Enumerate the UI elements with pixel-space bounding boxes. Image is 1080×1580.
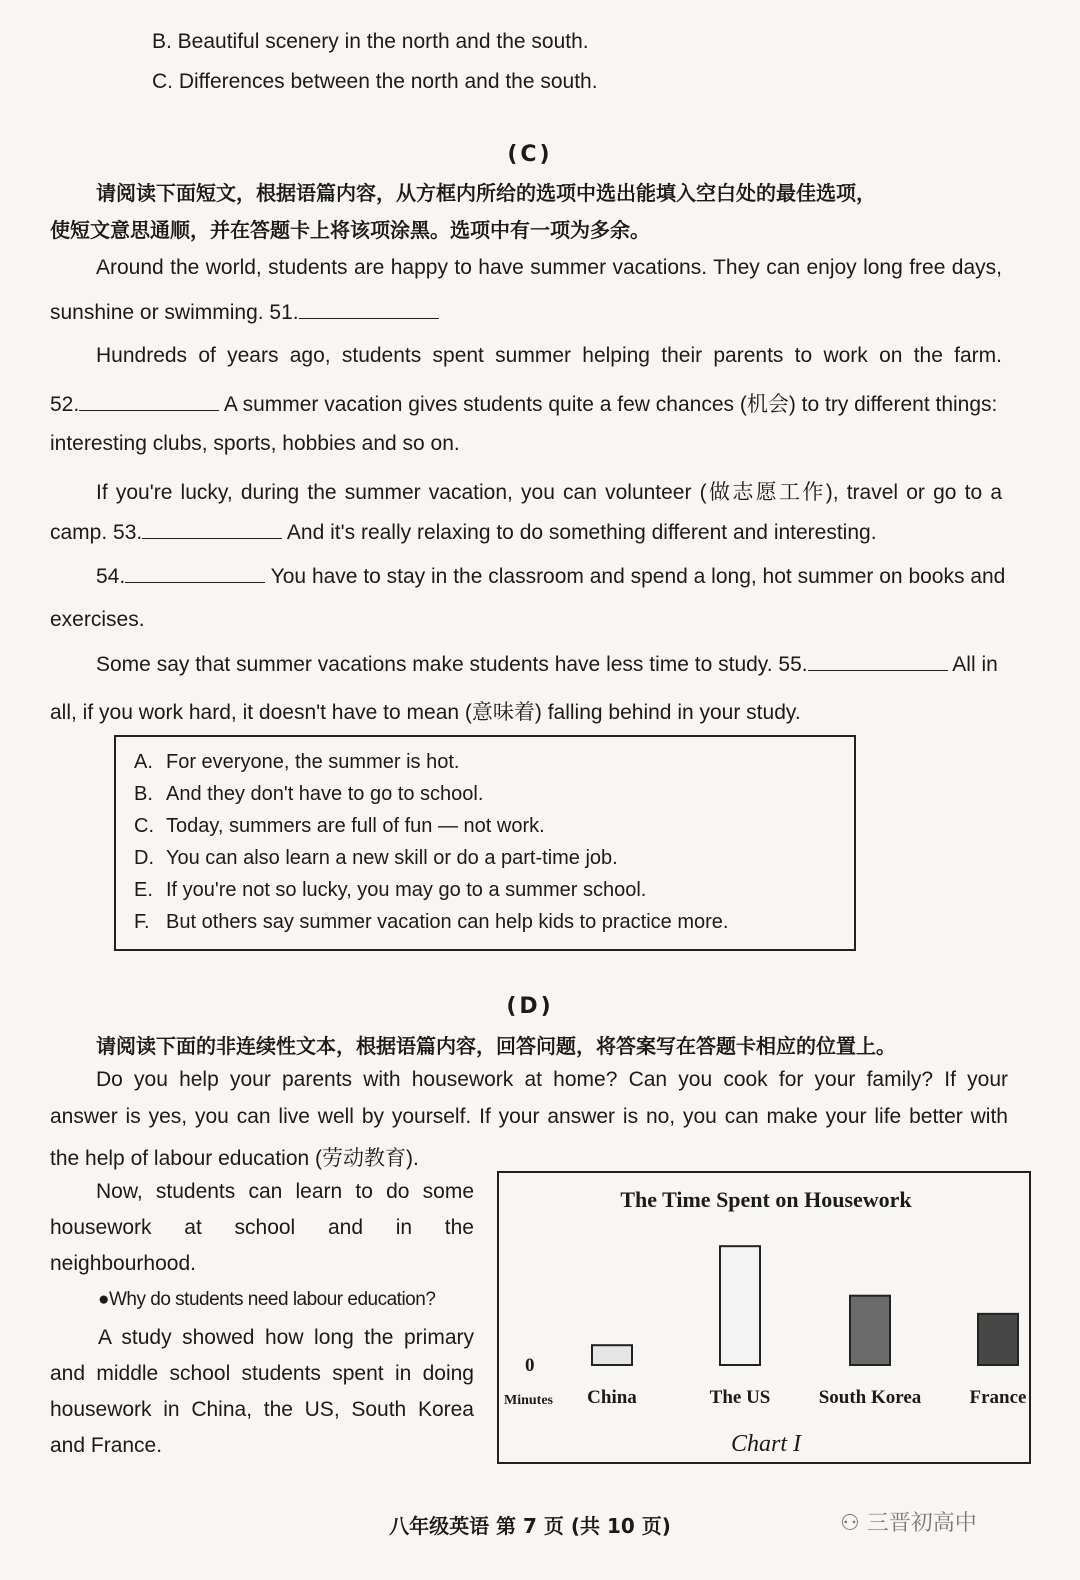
x-tick-the-us: The US (709, 1387, 771, 1408)
c-p2-num: 52. (50, 393, 80, 416)
c-p2-line3: interesting clubs, sports, hobbies and so on. (50, 432, 460, 455)
d-p3-line3: housework in China, the US, South Korea (50, 1398, 474, 1421)
d-p1-line3: the help of labour education (劳动教育). (50, 1147, 419, 1170)
prev-option-c: C. Differences between the north and the south. (152, 70, 598, 93)
watermark-text: 三晋初高中 (866, 1511, 977, 1536)
bar-south-korea (850, 1296, 890, 1365)
housework-chart (497, 1171, 1031, 1464)
d-bullet-question: ●Why do students need labour education? (98, 1289, 436, 1310)
section-d-instruction: 请阅读下面的非连续性文本，根据语篇内容，回答问题，将答案写在答题卡相应的位置上。 (96, 1034, 896, 1058)
x-tick-china: China (587, 1387, 637, 1408)
chart-caption: Chart I (731, 1431, 802, 1457)
option-letter: C. (134, 815, 154, 837)
d-p3-line4: and France. (50, 1434, 163, 1457)
watermark (840, 1506, 977, 1537)
option-e[interactable] (134, 879, 646, 902)
options-box (114, 735, 856, 951)
option-text: And they don't have to go to school. (166, 783, 484, 805)
option-f[interactable] (134, 911, 728, 934)
d-p2-line1: Now, students can learn to do some (96, 1180, 474, 1203)
wechat-icon: ⚇ (840, 1511, 860, 1536)
option-d[interactable] (134, 847, 618, 870)
option-letter: D. (134, 847, 154, 869)
option-text: Today, summers are full of fun — not work. (166, 815, 545, 837)
blank-52[interactable] (79, 392, 219, 411)
section-d-heading: (D) (506, 994, 554, 1019)
chart-title: The Time Spent on Housework (620, 1187, 912, 1212)
section-c-instruction-2: 使短文意思通顺，并在答题卡上将该项涂黑。选项中有一项为多余。 (50, 218, 650, 242)
chart-plot (499, 1173, 1029, 1462)
d-p3-line1: A study showed how long the primary (98, 1326, 474, 1349)
c-p3-line2-b: And it's really relaxing to do something different and interesting. (286, 521, 877, 544)
d-p2-line2: housework at school and in the (50, 1216, 474, 1239)
option-c[interactable] (134, 815, 545, 838)
c-p5-line1-b: All in (952, 653, 998, 676)
option-letter: E. (134, 879, 153, 901)
d-p1-line1: Do you help your parents with housework at home? Can you cook for your family? If your (96, 1068, 1008, 1091)
bar-france (978, 1314, 1018, 1365)
c-p2-line2 (50, 388, 1006, 418)
y-zero-label: 0 (525, 1355, 535, 1376)
d-p3-line2: and middle school students spent in doing (50, 1362, 474, 1385)
c-p1-line1: Around the world, students are happy to have summer vacations. They can enjoy long free days, (96, 256, 1002, 279)
bar-china (592, 1345, 632, 1365)
c-p4-num: 54. (96, 565, 126, 588)
bar-the-us (720, 1246, 760, 1365)
c-p5-line1 (96, 652, 1006, 677)
option-letter: F. (134, 911, 150, 933)
x-tick-south-korea: South Korea (818, 1387, 922, 1408)
option-text: But others say summer vacation can help kids to practice more. (166, 911, 729, 933)
section-c-heading: (C) (507, 142, 553, 167)
blank-55[interactable] (808, 652, 948, 671)
y-axis-label: Minutes (504, 1393, 553, 1408)
option-letter: A. (134, 751, 153, 773)
c-p4-line1 (96, 564, 1006, 589)
option-text: You can also learn a new skill or do a part-time job. (166, 847, 618, 869)
c-p1-line2 (50, 300, 439, 325)
prev-option-b: B. Beautiful scenery in the north and the south. (152, 30, 589, 53)
option-letter: B. (134, 783, 153, 805)
c-p5-line2: all, if you work hard, it doesn't have to mean (意味着) falling behind in your study. (50, 701, 801, 724)
blank-54[interactable] (125, 564, 265, 583)
d-p2-line3: neighbourhood. (50, 1252, 196, 1275)
option-b[interactable] (134, 783, 483, 806)
section-c-instruction-1: 请阅读下面短文，根据语篇内容，从方框内所给的选项中选出能填入空白处的最佳选项， (96, 181, 876, 205)
c-p2-line1: Hundreds of years ago, students spent summer helping their parents to work on the farm. (96, 344, 1002, 367)
x-tick-france: France (969, 1387, 1027, 1408)
c-p5-line1-a: Some say that summer vacations make students have less time to study. 55. (96, 653, 808, 676)
page-footer: 八年级英语 第 7 页 (共 10 页) (389, 1514, 671, 1538)
c-p3-line2-a: camp. 53. (50, 521, 143, 544)
c-p3-line1: If you're lucky, during the summer vacation, you can volunteer (做志愿工作), travel or go to a (96, 481, 1002, 504)
c-p2-line2-text: A summer vacation gives students quite a few chances (机会) to try different things: (223, 393, 998, 416)
c-p4-line2: exercises. (50, 608, 145, 631)
c-p1-line2-text: sunshine or swimming. 51. (50, 301, 299, 324)
c-p3-line2 (50, 520, 877, 545)
option-a[interactable] (134, 751, 459, 774)
d-p1-line2: answer is yes, you can live well by yourself. If your answer is no, you can make your life better with (50, 1105, 1008, 1128)
option-text: For everyone, the summer is hot. (166, 751, 460, 773)
c-p4-line1-text: You have to stay in the classroom and spend a long, hot summer on books and (270, 565, 1006, 588)
blank-53[interactable] (142, 520, 282, 539)
option-text: If you're not so lucky, you may go to a summer school. (166, 879, 647, 901)
blank-51[interactable] (299, 300, 439, 319)
